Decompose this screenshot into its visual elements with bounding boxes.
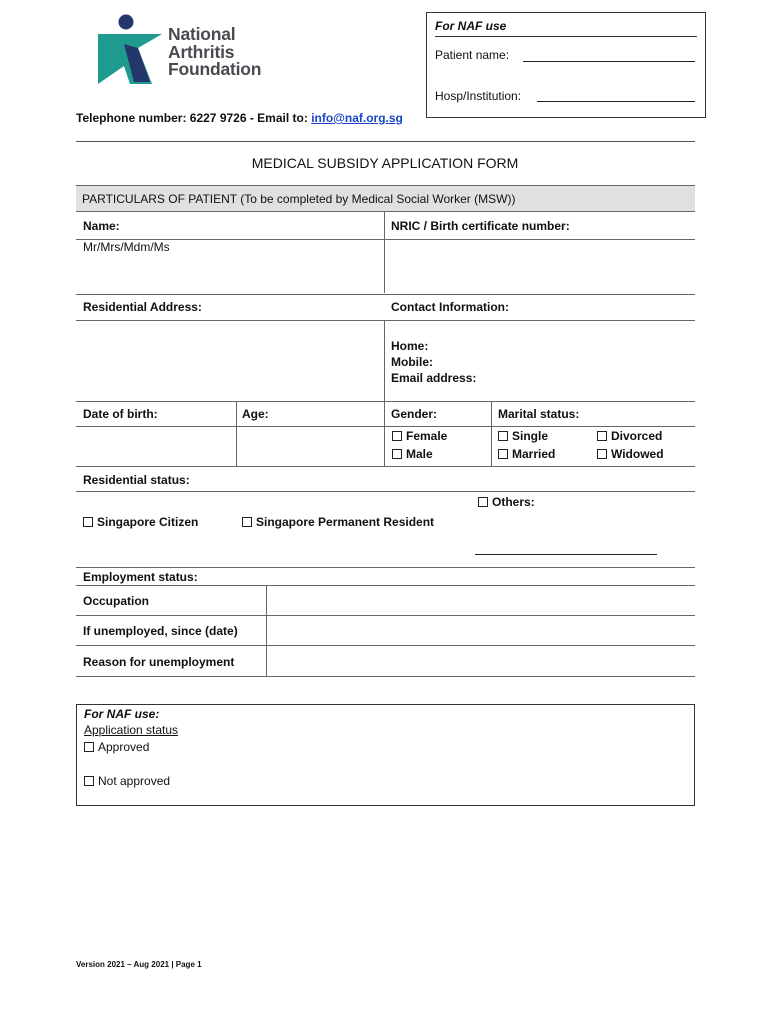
col-divider <box>491 401 492 466</box>
row-divider <box>76 676 695 677</box>
col-divider <box>236 401 237 466</box>
row-divider <box>76 320 695 321</box>
residential-option-others[interactable]: Others: <box>478 495 535 509</box>
unemployment-reason-label: Reason for unemployment <box>83 655 235 669</box>
email-link[interactable]: info@naf.org.sg <box>311 111 403 125</box>
gender-option-male[interactable]: Male <box>392 447 433 461</box>
marital-option-single[interactable]: Single <box>498 429 548 443</box>
page-footer: Version 2021 – Aug 2021 | Page 1 <box>76 960 202 969</box>
checkbox-icon[interactable] <box>84 742 94 752</box>
checkbox-icon[interactable] <box>392 449 402 459</box>
row-divider <box>76 466 695 467</box>
header-divider <box>76 141 695 142</box>
patient-name-field[interactable] <box>523 61 695 62</box>
marital-option-married[interactable]: Married <box>498 447 555 461</box>
date-of-birth-label: Date of birth: <box>83 407 158 421</box>
marital-status-label: Marital status: <box>498 407 580 421</box>
checkbox-icon[interactable] <box>242 517 252 527</box>
col-divider <box>384 320 385 466</box>
row-divider <box>76 426 695 427</box>
home-label: Home: <box>391 339 429 353</box>
naf-box-title: For NAF use <box>435 19 507 33</box>
checkbox-icon[interactable] <box>83 517 93 527</box>
gender-option-female[interactable]: Female <box>392 429 447 443</box>
unemployed-since-label: If unemployed, since (date) <box>83 624 238 638</box>
naf-logo-icon <box>92 14 168 86</box>
marital-option-widowed[interactable]: Widowed <box>597 447 664 461</box>
patient-name-label: Patient name: <box>435 48 510 62</box>
row-divider <box>76 491 695 492</box>
naf-logo <box>92 14 282 86</box>
checkbox-icon[interactable] <box>84 776 94 786</box>
checkbox-icon[interactable] <box>597 449 607 459</box>
hosp-institution-label: Hosp/Institution: <box>435 89 522 103</box>
residential-option-citizen[interactable]: Singapore Citizen <box>83 515 198 529</box>
name-hint: Mr/Mrs/Mdm/Ms <box>83 240 170 254</box>
row-divider <box>76 645 695 646</box>
employment-status-label: Employment status: <box>83 570 198 584</box>
naf-use-approval-box <box>76 704 695 806</box>
age-label: Age: <box>242 407 269 421</box>
checkbox-icon[interactable] <box>478 497 488 507</box>
row-divider <box>76 567 695 568</box>
email-address-label: Email address: <box>391 371 477 385</box>
particulars-section-header <box>76 185 695 212</box>
contact-information-label: Contact Information: <box>391 300 509 314</box>
row-divider <box>76 615 695 616</box>
checkbox-icon[interactable] <box>597 431 607 441</box>
residential-address-label: Residential Address: <box>83 300 202 314</box>
residential-status-label: Residential status: <box>83 473 190 487</box>
logo-wordmark <box>168 26 261 79</box>
col-divider <box>384 212 385 293</box>
row-divider <box>76 294 695 295</box>
contact-line <box>76 111 403 125</box>
particulars-header-text: PARTICULARS OF PATIENT (To be completed by Medical Social Worker (MSW)) <box>82 192 516 206</box>
hosp-institution-field[interactable] <box>537 101 695 102</box>
naf-use-title: For NAF use: <box>84 707 160 721</box>
name-label: Name: <box>83 219 120 233</box>
marital-option-divorced[interactable]: Divorced <box>597 429 662 443</box>
status-option-not-approved[interactable]: Not approved <box>84 774 170 788</box>
col-divider <box>266 585 267 676</box>
checkbox-icon[interactable] <box>498 431 508 441</box>
occupation-label: Occupation <box>83 594 150 608</box>
nric-label: NRIC / Birth certificate number: <box>391 219 570 233</box>
logo-line-2: Arthritis <box>168 41 235 62</box>
contact-prefix: Telephone number: 6227 9726 - Email to: <box>76 111 312 125</box>
others-specify-field[interactable] <box>475 554 657 555</box>
logo-line-3: Foundation <box>168 59 262 79</box>
checkbox-icon[interactable] <box>392 431 402 441</box>
naf-box-title-rule <box>435 36 697 37</box>
row-divider <box>76 401 695 402</box>
application-status-label: Application status <box>84 723 179 737</box>
form-title: MEDICAL SUBSIDY APPLICATION FORM <box>251 155 519 171</box>
row-divider <box>76 585 695 586</box>
mobile-label: Mobile: <box>391 355 433 369</box>
residential-option-pr[interactable]: Singapore Permanent Resident <box>242 515 434 529</box>
status-option-approved[interactable]: Approved <box>84 740 149 754</box>
logo-line-1: National <box>168 24 236 44</box>
gender-label: Gender: <box>391 407 438 421</box>
checkbox-icon[interactable] <box>498 449 508 459</box>
naf-use-header-box <box>426 12 706 118</box>
